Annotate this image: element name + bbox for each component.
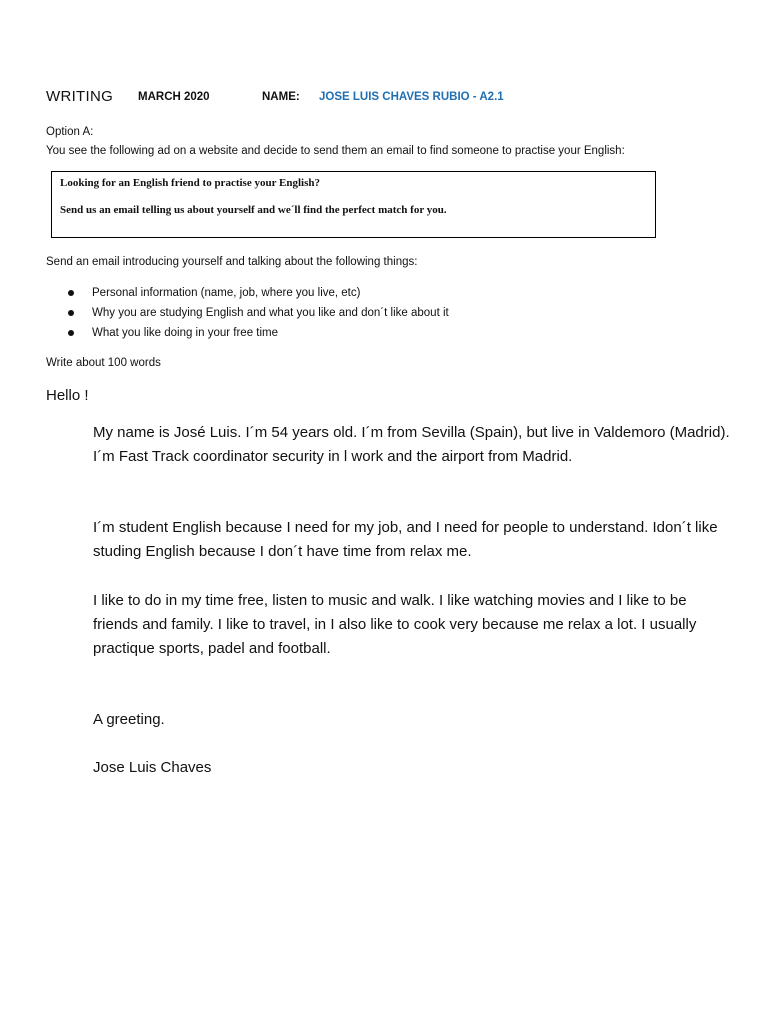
word-count-instruction: Write about 100 words xyxy=(46,357,161,369)
letter-closing: A greeting. xyxy=(93,711,165,728)
ad-line-2: Send us an email telling us about yourself and we´ll find the perfect match for you. xyxy=(60,204,447,216)
ad-line-1: Looking for an English friend to practise your English? xyxy=(60,177,320,189)
letter-paragraph-3: I like to do in my time free, listen to music and walk. I like watching movies and I like to be friends and family. I like to travel, in I also like to cook very because me relax a lot. I usually practique sports, padel and football. xyxy=(93,592,697,657)
ad-box xyxy=(51,171,656,238)
bullet-text: What you like doing in your free time xyxy=(92,327,279,339)
task-instruction: Send an email introducing yourself and talking about the following things: xyxy=(46,256,418,268)
student-name: JOSE LUIS CHAVES RUBIO - A2.1 xyxy=(319,91,504,103)
document-header xyxy=(46,88,726,112)
list-item xyxy=(66,305,449,325)
list-item xyxy=(66,325,449,345)
letter-paragraph-1-line-1: My name is José Luis. I´m 54 years old. I´m from Sevilla (Spain), but live in Valdemoro (Madrid). xyxy=(93,424,730,441)
document-title: WRITING xyxy=(46,88,114,105)
letter-greeting: Hello ! xyxy=(46,387,89,404)
list-item xyxy=(66,285,449,305)
letter-paragraph-1 xyxy=(93,421,733,469)
bullet-icon xyxy=(68,330,74,336)
document-date: MARCH 2020 xyxy=(138,91,210,103)
letter-signature: Jose Luis Chaves xyxy=(93,759,212,776)
bullet-icon xyxy=(68,310,74,316)
bullet-text: Why you are studying English and what you like and don´t like about it xyxy=(92,307,449,319)
bullet-text: Personal information (name, job, where you live, etc) xyxy=(92,287,361,299)
bullet-icon xyxy=(68,290,74,296)
letter-paragraph-2: I´m student English because I need for my job, and I need for people to understand. Idon´t like studing English because I don´t have time from relax me. xyxy=(93,519,718,560)
name-label: NAME: xyxy=(262,91,300,103)
letter-paragraph-1-line-2: I´m Fast Track coordinator security in l work and the airport from Madrid. xyxy=(93,448,573,465)
option-label: Option A: xyxy=(46,126,94,138)
task-bullet-list xyxy=(66,285,449,345)
task-prompt: You see the following ad on a website and decide to send them an email to find someone to practise your English: xyxy=(46,145,625,157)
